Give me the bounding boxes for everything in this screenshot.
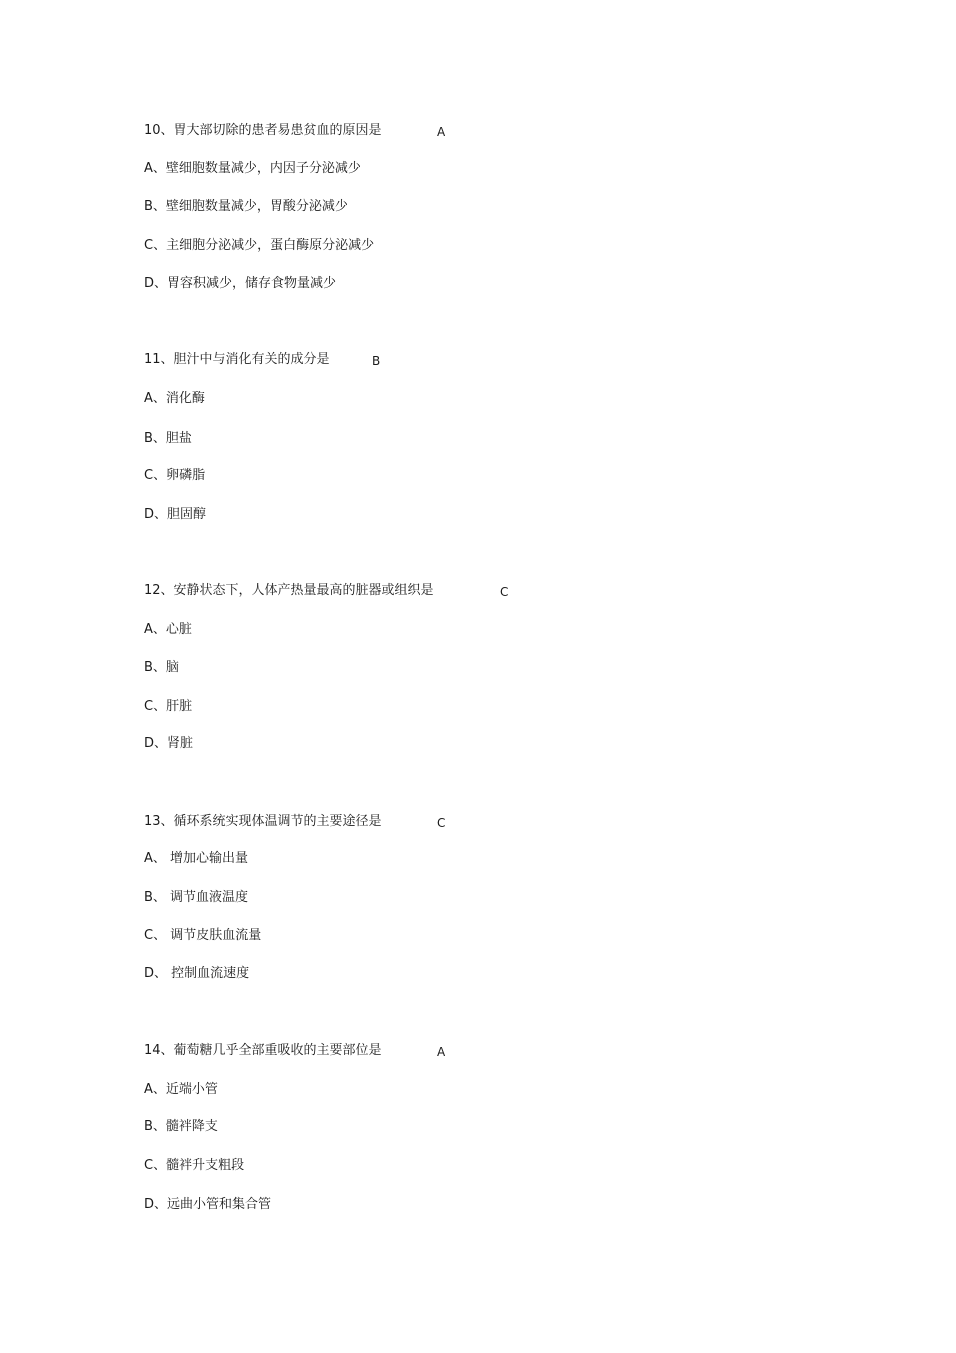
question-stem: 10、胃大部切除的患者易患贫血的原因是 [144, 123, 382, 138]
option-b: B、脑 [144, 660, 179, 675]
option-d: D、 控制血流速度 [144, 966, 250, 981]
answer-key: A [437, 125, 446, 139]
option-d: D、胃容积减少，储存食物量减少 [144, 276, 337, 291]
answer-key: B [372, 354, 381, 368]
option-a: A、壁细胞数量减少，内因子分泌减少 [144, 161, 361, 176]
option-a: A、 增加心输出量 [144, 851, 249, 866]
option-b: B、胆盐 [144, 431, 192, 446]
option-d: D、远曲小管和集合管 [144, 1197, 272, 1212]
option-c: C、 调节皮肤血流量 [144, 928, 262, 943]
question-stem: 13、循环系统实现体温调节的主要途径是 [144, 814, 382, 829]
question-stem: 11、胆汁中与消化有关的成分是 [144, 352, 330, 367]
question-stem: 14、葡萄糖几乎全部重吸收的主要部位是 [144, 1043, 382, 1058]
option-a: A、近端小管 [144, 1082, 218, 1097]
question-stem: 12、安静状态下，人体产热量最高的脏器或组织是 [144, 583, 434, 598]
option-b: B、 调节血液温度 [144, 890, 249, 905]
option-d: D、胆固醇 [144, 507, 207, 522]
option-c: C、主细胞分泌减少，蛋白酶原分泌减少 [144, 238, 375, 253]
option-a: A、心脏 [144, 622, 192, 637]
answer-key: C [437, 816, 446, 830]
answer-key: A [437, 1045, 446, 1059]
option-c: C、髓袢升支粗段 [144, 1158, 245, 1173]
option-b: B、髓袢降支 [144, 1119, 218, 1134]
option-c: C、卵磷脂 [144, 468, 206, 483]
answer-key: C [500, 585, 509, 599]
option-d: D、肾脏 [144, 736, 194, 751]
option-a: A、消化酶 [144, 391, 205, 406]
option-c: C、肝脏 [144, 699, 193, 714]
option-b: B、壁细胞数量减少，胃酸分泌减少 [144, 199, 348, 214]
